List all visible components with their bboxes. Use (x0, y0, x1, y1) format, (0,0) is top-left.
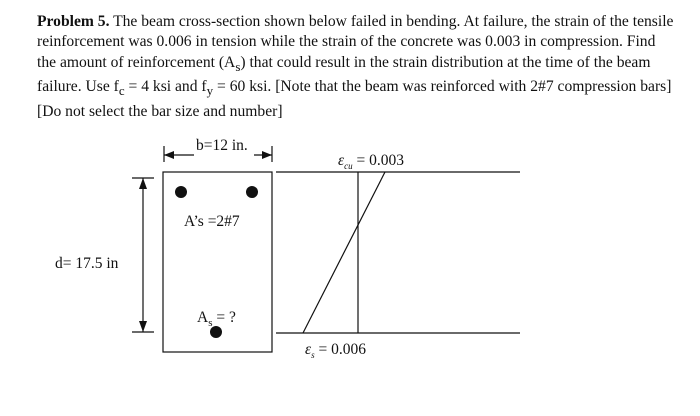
steel-strain-label (305, 341, 366, 360)
subscript: y (206, 83, 214, 99)
depth-label: d= 17.5 in (55, 255, 119, 272)
width-arrow-right (262, 151, 272, 159)
epsilon-sub: s (311, 350, 315, 361)
tension-label-main: A (197, 309, 209, 326)
subscript: c (118, 83, 125, 99)
problem-text-part: ) that could result in the strain distribution at the time of the beam failure. Use f (37, 53, 651, 96)
width-arrow-left (164, 151, 174, 159)
compression-bar-left (175, 186, 187, 198)
problem-text-part: = 4 ksi and f (124, 78, 207, 96)
tension-label-sub: s (208, 317, 213, 330)
subscript: s (235, 58, 241, 74)
strain-distribution-line (303, 172, 385, 333)
concrete-strain-value: = 0.003 (352, 152, 404, 169)
epsilon-sub: cu (344, 161, 353, 172)
epsilon-symbol: ε (305, 341, 312, 358)
compression-steel-label: A’s =2#7 (184, 213, 240, 230)
concrete-strain-label (338, 152, 404, 171)
depth-arrow-top (139, 178, 147, 189)
depth-arrow-bottom (139, 321, 147, 332)
tension-steel-label (197, 309, 236, 329)
epsilon-symbol: ε (338, 152, 345, 169)
problem-text-part: The beam cross-section shown below failed in bending. At failure, the strain of the tensile reinforcement was 0.006 in tension while the strain of the concrete was 0.003 in compression. Find the amount of reinforcement (A (37, 13, 674, 71)
steel-strain-value: = 0.006 (314, 341, 366, 358)
compression-bar-right (246, 186, 258, 198)
problem-text-part: = 60 ksi. [Note that the beam was reinforced with 2#7 compression bars] [Do not select the bar size and number] (37, 78, 672, 120)
width-label: b=12 in. (196, 137, 248, 154)
problem-number: Problem 5. (37, 13, 110, 30)
tension-label-rest: = ? (212, 309, 236, 326)
